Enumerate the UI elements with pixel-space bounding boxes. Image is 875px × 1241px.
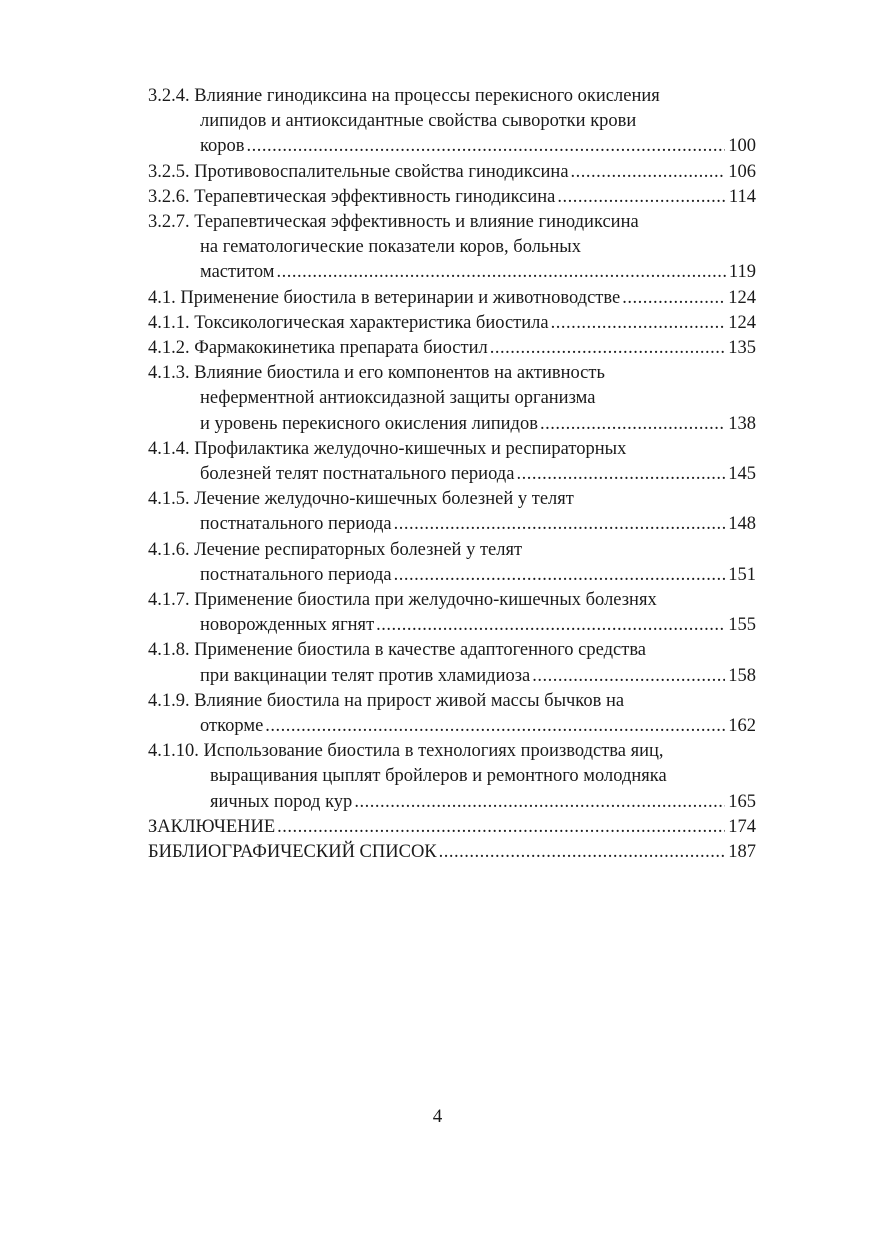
toc-entry-final-line [148,714,756,739]
toc-page-number: 124 [728,287,756,308]
toc-entry [148,840,756,865]
toc-entry-title: постнатального периода [200,514,392,535]
dot-leader [394,563,726,588]
dot-leader [265,714,725,739]
toc-entry-title: постнатального периода [200,564,392,585]
toc-entry-line: 3.2.4. Влияние гинодиксина на процессы перекисного окисления [148,86,660,106]
toc-entry [148,487,756,537]
toc-entry-line: 3.2.7. Терапевтическая эффективность и влияние гинодиксина [148,212,639,233]
dot-leader [376,613,725,638]
toc-entry-final-line [148,462,756,487]
toc-entry-line: 4.1.5. Лечение желудочно-кишечных болезней у телят [148,489,574,510]
toc-entry-line: 4.1.9. Влияние биостила на прирост живой массы бычков на [148,690,625,711]
toc-entry-title: откорме [200,716,264,737]
page-number: 4 [432,1106,443,1127]
toc-page-number: 135 [728,338,756,359]
toc-entry [148,689,756,739]
toc-entry-final-line [148,840,756,865]
toc-entry-title: и уровень перекисного окисления липидов [200,413,538,434]
toc-entry-title: 3.2.5. Противовоспалительные свойства гинодиксина [148,161,569,182]
toc-entry-line: неферментной антиоксидазной защиты организма [200,388,596,409]
toc-entry-title: коров [200,136,245,157]
toc-entry-final-line [148,134,756,159]
toc-page-number: 165 [728,791,756,812]
toc-entry-final-line [148,336,756,361]
toc-entry-line: липидов и антиоксидантные свойства сыворотки крови [200,111,637,132]
dot-leader [622,286,725,311]
toc-page-number: 151 [728,564,756,585]
toc-entry-line: на гематологические показатели коров, больных [200,237,581,258]
toc-page-number: 155 [728,615,756,636]
toc-entry-title: новорожденных ягнят [200,615,375,636]
toc-entry [148,160,756,185]
toc-entry-line: 4.1.10. Использование биостила в технологиях производства яиц, [148,741,664,762]
toc-entry-final-line [148,613,756,638]
toc-entry-title: 4.1.1. Токсикологическая характеристика биостила [148,312,549,333]
toc-entry-final-line [148,563,756,588]
toc-entry [148,538,756,588]
toc-entry-final-line [148,160,756,185]
dot-leader [540,412,725,437]
toc-entry-final-line [148,260,756,285]
dot-leader [247,134,726,159]
toc-page-number: 114 [728,186,756,207]
toc-entry-final-line [148,185,756,210]
toc-entry-title: ЗАКЛЮЧЕНИЕ [148,816,276,837]
dot-leader [557,185,726,210]
dot-leader [394,512,726,537]
toc-page-number: 124 [728,312,756,333]
table-of-contents [148,84,756,865]
toc-page-number: 138 [728,413,756,434]
toc-entry-final-line [148,790,756,815]
toc-entry [148,286,756,311]
toc-entry-title: маститом [200,262,275,283]
toc-page-number: 100 [728,136,756,157]
toc-entry-line: 4.1.8. Применение биостила в качестве адаптогенного средства [148,640,647,661]
toc-entry-title: болезней телят постнатального периода [200,464,515,485]
dot-leader [276,260,725,285]
toc-entry-title: 4.1.2. Фармакокинетика препарата биостил [148,338,488,359]
toc-page-number: 158 [728,665,756,686]
toc-entry-final-line [148,311,756,336]
toc-page-number: 187 [728,842,756,863]
toc-page-number: 148 [728,514,756,535]
dot-leader [516,462,725,487]
dot-leader [532,664,725,689]
toc-entry-final-line [148,512,756,537]
toc-entry-line: выращивания цыплят бройлеров и ремонтного молодняка [210,766,667,787]
toc-entry-title: при вакцинации телят против хламидиоза [200,665,531,686]
dot-leader [490,336,726,361]
toc-page-number: 119 [728,262,756,283]
toc-page-number: 106 [728,161,756,182]
toc-page-number: 162 [728,716,756,737]
toc-entry-final-line [148,412,756,437]
toc-entry [148,361,756,437]
dot-leader [551,311,726,336]
toc-entry [148,210,756,286]
toc-entry [148,588,756,638]
dot-leader [571,160,726,185]
toc-entry-final-line [148,815,756,840]
toc-entry-line: 4.1.6. Лечение респираторных болезней у телят [148,539,523,560]
toc-entry [148,437,756,487]
toc-entry-final-line [148,664,756,689]
dot-leader [354,790,725,815]
toc-entry [148,336,756,361]
toc-entry [148,311,756,336]
toc-entry-line: 4.1.7. Применение биостила при желудочно-кишечных болезнях [148,590,657,611]
toc-entry-line: 4.1.4. Профилактика желудочно-кишечных и респираторных [148,438,627,459]
toc-entry [148,638,756,688]
toc-entry-title: 3.2.6. Терапевтическая эффективность гинодиксина [148,186,556,207]
toc-entry-title: яичных пород кур [210,791,353,812]
toc-page-number: 174 [728,816,756,837]
toc-entry [148,185,756,210]
toc-entry [148,84,756,160]
toc-entry [148,815,756,840]
toc-entry-final-line [148,286,756,311]
toc-page-number: 145 [728,464,756,485]
dot-leader [439,840,726,865]
toc-entry-title: БИБЛИОГРАФИЧЕСКИЙ СПИСОК [148,842,437,863]
toc-entry-line: 4.1.3. Влияние биостила и его компонентов на активность [148,363,605,384]
dot-leader [277,815,725,840]
toc-entry-title: 4.1. Применение биостила в ветеринарии и животноводстве [148,287,621,308]
toc-entry [148,739,756,815]
